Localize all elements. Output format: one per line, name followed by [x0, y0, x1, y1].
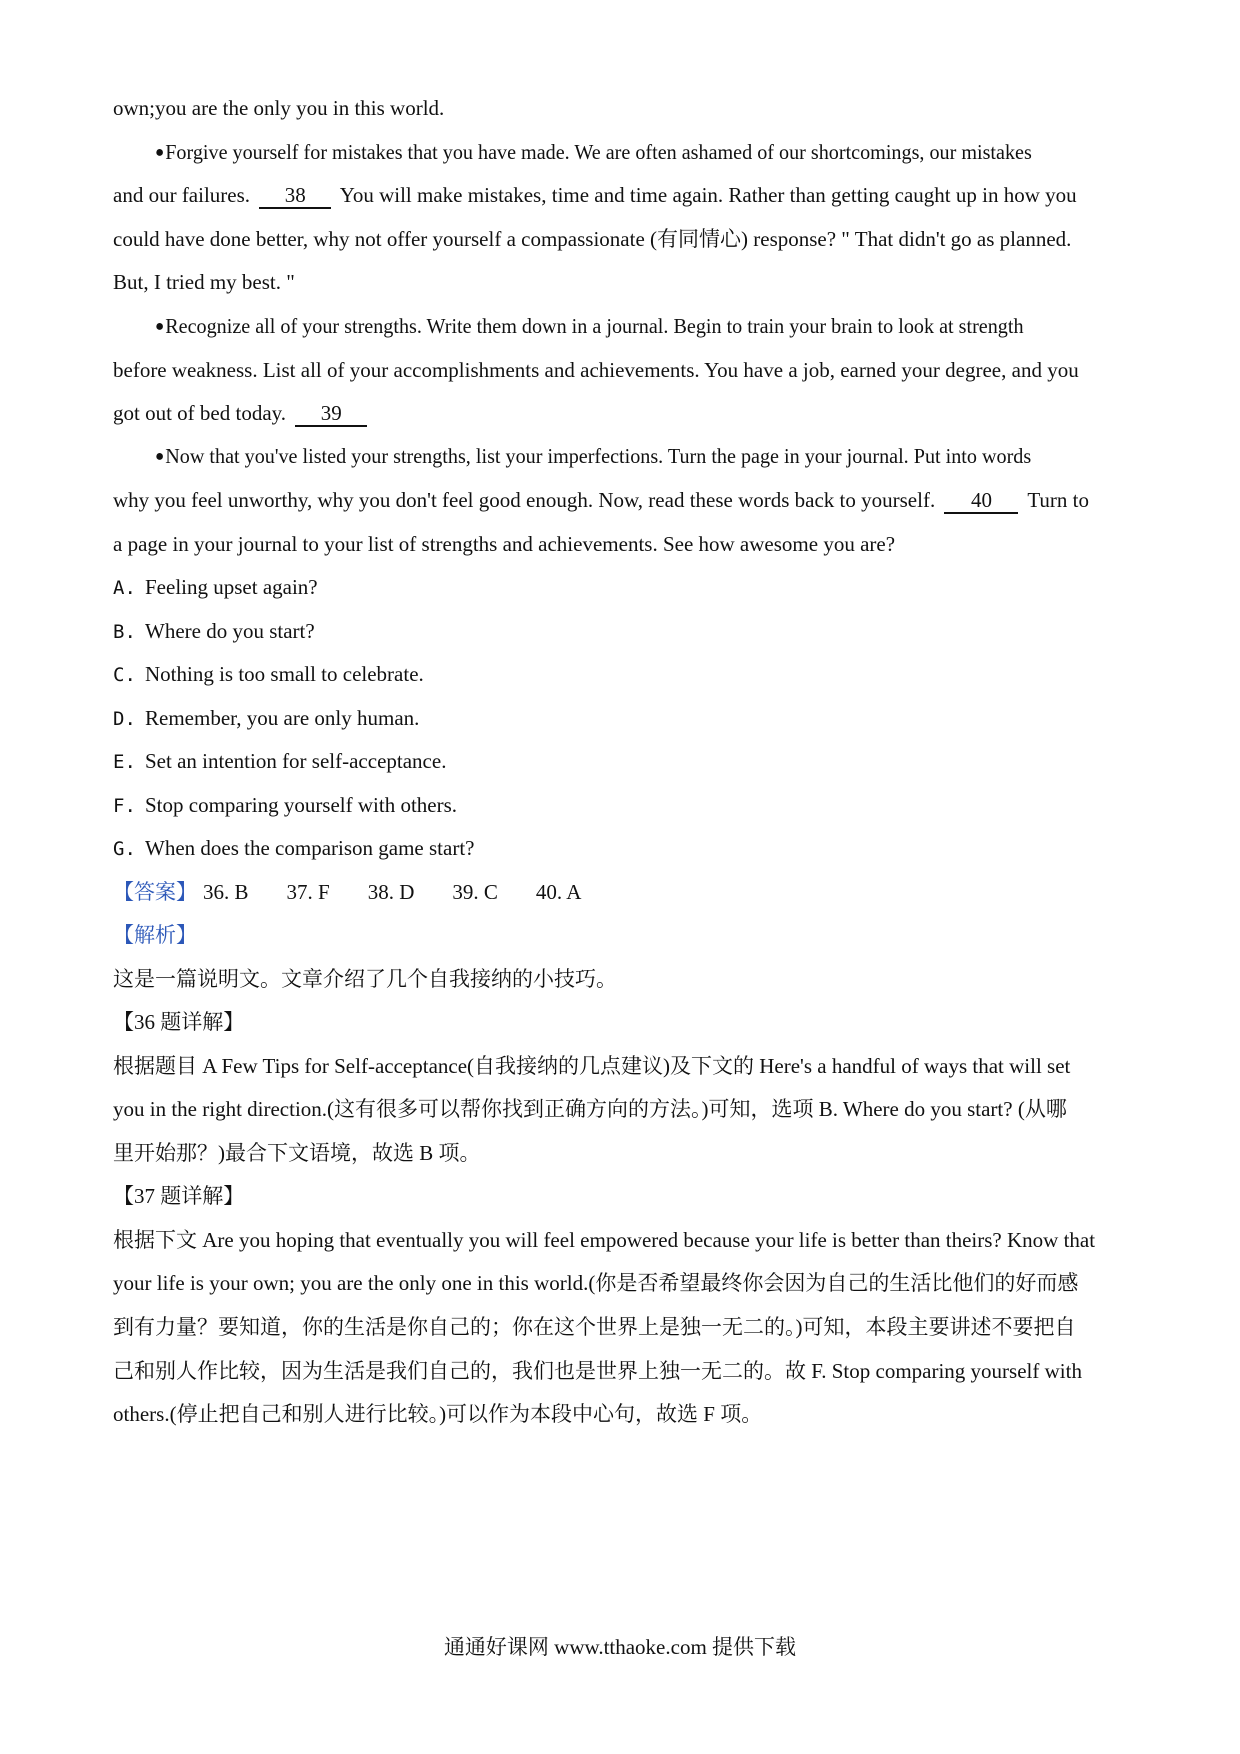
q37-text: 根据下文 Are you hoping that eventually you will feel empowered because your life is better than theirs? Know that	[113, 1228, 1096, 1252]
bullet-icon: ●	[155, 318, 165, 335]
analysis-label: 【解析】	[113, 923, 197, 947]
passage-line	[113, 224, 1133, 254]
text: got out of bed today.	[113, 401, 287, 425]
passage-line	[113, 267, 1133, 297]
answer-item: 39. C	[452, 880, 498, 904]
option-text: Nothing is too small to celebrate.	[145, 662, 424, 686]
text: could have done better, why not offer yourself a compassionate (有同情心) response? " That didn't go as planned.	[113, 227, 1072, 251]
q36-text: 里开始那？)最合下文语境，故选 B 项。	[113, 1141, 481, 1165]
text: Turn to	[1027, 488, 1090, 512]
bullet-icon: ●	[155, 144, 165, 161]
option-text: Remember, you are only human.	[145, 706, 420, 730]
option-letter: B.	[113, 621, 136, 643]
text: why you feel unworthy, why you don't feel good enough. Now, read these words back to yourself.	[113, 488, 936, 512]
blank-40: 40	[944, 488, 1018, 514]
text: Recognize all of your strengths. Write them down in a journal. Begin to train your brain to look at strength	[165, 314, 1024, 338]
text: before weakness. List all of your accomplishments and achievements. You have a job, earned your degree, and you	[113, 358, 1079, 382]
q36-text: you in the right direction.(这有很多可以帮你找到正确方向的方法。)可知，选项 B. Where do you start? (从哪	[113, 1097, 1067, 1121]
q37-text: others.(停止把自己和别人进行比较。)可以作为本段中心句，故选 F 项。	[113, 1402, 763, 1426]
q37-text: 己和别人作比较，因为生活是我们自己的，我们也是世界上独一无二的。故 F. Stop comparing yourself with	[113, 1359, 1082, 1383]
option-text: Stop comparing yourself with others.	[145, 793, 458, 817]
blank-38: 38	[259, 183, 331, 209]
text: and our failures.	[113, 183, 251, 207]
option-letter: A.	[113, 577, 136, 599]
answer-item: 40. A	[535, 880, 582, 904]
option-a	[113, 572, 1133, 603]
option-f	[113, 790, 1133, 821]
passage-paragraph-3	[155, 441, 1133, 472]
option-d	[113, 703, 1133, 734]
passage-line	[113, 355, 1133, 385]
text: Now that you've listed your strengths, list your imperfections. Turn the page in your journal. Put into words	[165, 444, 1032, 468]
text: But, I tried my best. "	[113, 270, 295, 294]
q37-heading: 【37 题详解】	[113, 1184, 245, 1208]
option-c	[113, 659, 1133, 690]
option-g	[113, 833, 1133, 864]
option-text: Where do you start?	[145, 619, 315, 643]
option-e	[113, 746, 1133, 777]
passage-paragraph-1	[155, 137, 1133, 168]
blank-39: 39	[295, 401, 367, 427]
passage-line	[113, 93, 1133, 123]
q37-text: your life is your own; you are the only one in this world.(你是否希望最终你会因为自己的生活比他们的好而感	[113, 1271, 1079, 1295]
passage-line	[113, 485, 1133, 515]
option-letter: C.	[113, 664, 136, 686]
option-letter: G.	[113, 838, 136, 860]
option-letter: D.	[113, 708, 136, 730]
passage-line	[113, 180, 1133, 210]
q36-text: 根据题目 A Few Tips for Self-acceptance(自我接纳的几点建议)及下文的 Here's a handful of ways that will set	[113, 1054, 1071, 1078]
option-text: Feeling upset again?	[145, 575, 318, 599]
option-letter: E.	[113, 751, 136, 773]
answer-item: 38. D	[367, 880, 415, 904]
page-footer: 通通好课网 www.tthaoke.com 提供下载	[443, 1635, 797, 1659]
option-letter: F.	[113, 795, 136, 817]
bullet-icon: ●	[155, 448, 165, 465]
option-text: When does the comparison game start?	[145, 836, 475, 860]
text: Forgive yourself for mistakes that you have made. We are often ashamed of our shortcomings, our mistakes	[165, 140, 1032, 164]
q36-heading: 【36 题详解】	[113, 1010, 245, 1034]
answer-row	[113, 877, 1133, 907]
passage-line	[113, 398, 1133, 428]
answer-label: 【答案】	[113, 880, 197, 904]
passage-line	[113, 529, 1133, 559]
answer-item: 36. B	[203, 880, 249, 904]
text: a page in your journal to your list of strengths and achievements. See how awesome you are?	[113, 532, 896, 556]
option-text: Set an intention for self-acceptance.	[145, 749, 447, 773]
answer-item: 37. F	[286, 880, 330, 904]
option-b	[113, 616, 1133, 647]
q37-text: 到有力量？要知道，你的生活是你自己的；你在这个世界上是独一无二的。)可知，本段主要讲述不要把自	[113, 1315, 1076, 1339]
text: You will make mistakes, time and time again. Rather than getting caught up in how you	[339, 183, 1077, 207]
analysis-summary: 这是一篇说明文。文章介绍了几个自我接纳的小技巧。	[113, 967, 617, 991]
passage-paragraph-2	[155, 311, 1133, 342]
text: own;you are the only you in this world.	[113, 96, 445, 120]
